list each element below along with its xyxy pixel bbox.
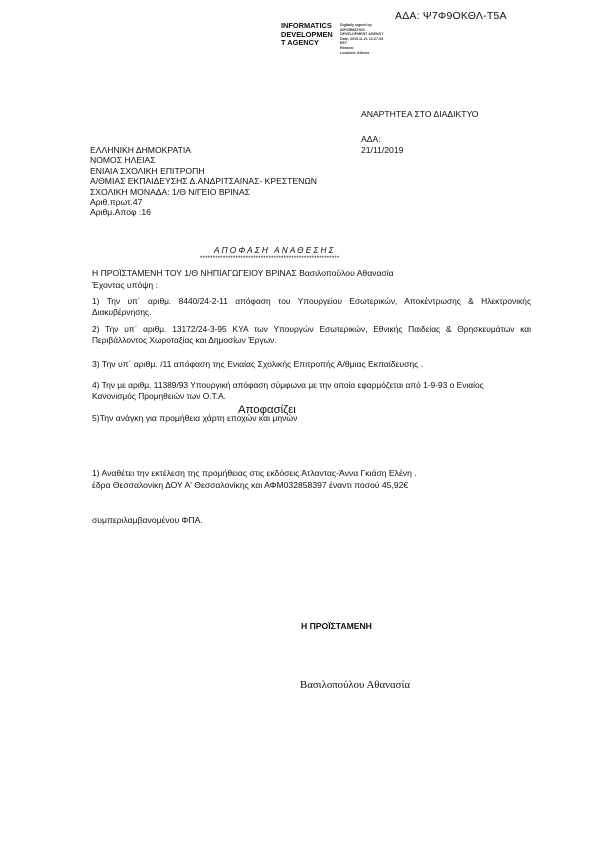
title-rule: ******************************************************* [200, 256, 340, 262]
consideration-1: 1) Την υπ΄ αριθμ. 8440/24-2-11 απόφαση του Υπουργείου Εσωτερικών, Αποκέντρωσης & Ηλεκτρονικής Διακυβέρνησης. [92, 296, 531, 317]
header-line: ΝΟΜΟΣ ΗΛΕΙΑΣ [90, 155, 156, 166]
ada-label: ΑΔΑ: [361, 134, 381, 144]
consideration-2: 2) Την υπ΄ αριθμ. 13172/24-3-95 ΚΥΑ των Υπουργών Εσωτερικών, Εθνικής Παιδείας & Θρησκευμάτων και Περιβάλλοντος Χωροταξίας και Δημοσίων Έργων. [92, 324, 531, 345]
header-line: ΣΧΟΛΙΚΗ ΜΟΝΑΔΑ: 1/Θ Ν/ΓΕΙΟ ΒΡΙΝΑΣ [90, 186, 250, 197]
decision-line-2: έδρα Θεσσαλονίκη ΔΟΥ Α' Θεσσαλονίκης και ΑΦΜ032858397 έναντι ποσού 45,92€ [92, 480, 409, 490]
header-line: ΕΛΛΗΝΙΚΗ ΔΗΜΟΚΡΑΤΙΑ [90, 145, 191, 155]
document-title: ΑΠΟΦΑΣΗ ΑΝΑΘΕΣΗΣ [214, 246, 336, 255]
signature-name: Βασιλοπούλου Αθανασία [300, 679, 411, 691]
decision-number: Αριθμ.Αποφ :16 [90, 207, 151, 218]
decides-heading: Αποφασίζει [238, 404, 296, 416]
signature-details: Digitally signed by INFORMATICS DEVELOPMENT AGENCY Date: 2019.11.21 12:27:33 EET Reason: Location: Athens [340, 23, 384, 55]
digital-signature-block [281, 21, 399, 55]
issuer-header [90, 145, 317, 218]
agency-name: INFORMATICS DEVELOPMEN T AGENCY [281, 21, 333, 48]
document-date: 21/11/2019 [361, 145, 404, 155]
protocol-number: Αριθ.πρωτ.47 [90, 197, 143, 208]
decision-line-1: 1) Αναθέτει την εκτέλεση της προμήθειας στις εκδόσεις Άτλαντας-Άννα Γκιάση Ελένη . [92, 468, 417, 478]
consideration-4: 4) Την με αριθμ. 11389/93 Υπουργική απόφαση σύμφωνα με την οποία εφαρμόζεται από 1-9-93 ο Ενιαίος Κανονισμός Προμηθειών των Ο.Τ.Α. [92, 380, 484, 401]
ada-stamp-header: ΑΔΑ: Ψ7Φ9ΟΚΘΛ-Τ5Α [395, 10, 507, 22]
header-line: ΕΝΙΑΙΑ ΣΧΟΛΙΚΗ ΕΠΙΤΡΟΠΗ [90, 165, 205, 176]
having-seen-label: Έχοντας υπόψη : [92, 280, 158, 290]
vat-note: συμπεριλαμβανομένου ΦΠΑ. [92, 515, 203, 525]
intro-line: Η ΠΡΟΪΣΤΑΜΕΝΗ ΤΟΥ 1/Θ ΝΗΠΙΑΓΩΓΕΙΟΥ ΒΡΙΝΑΣ Βασιλοπούλου Αθανασία [92, 268, 394, 278]
signature-title: Η ΠΡΟΪΣΤΑΜΕΝΗ [301, 621, 372, 631]
consideration-3: 3) Την υπ΄ αριθμ. /11 απόφαση της Ενιαίας Σχολικής Επιτροπής Α/θμιας Εκπαίδευσης . [92, 359, 424, 369]
consideration-5: 5)Την ανάγκη για προμήθεια χάρτη εποχών και μηνών [92, 413, 298, 423]
posting-notice: ΑΝΑΡΤΗΤΕΑ ΣΤΟ ΔΙΑΔΙΚΤΥΟ [361, 109, 479, 119]
header-line: Α/ΘΜΙΑΣ ΕΚΠΑΙΔΕΥΣΗΣ Δ.ΑΝΔΡΙΤΣΑΙΝΑΣ- ΚΡΕΣΤΕΝΩΝ [90, 176, 317, 187]
